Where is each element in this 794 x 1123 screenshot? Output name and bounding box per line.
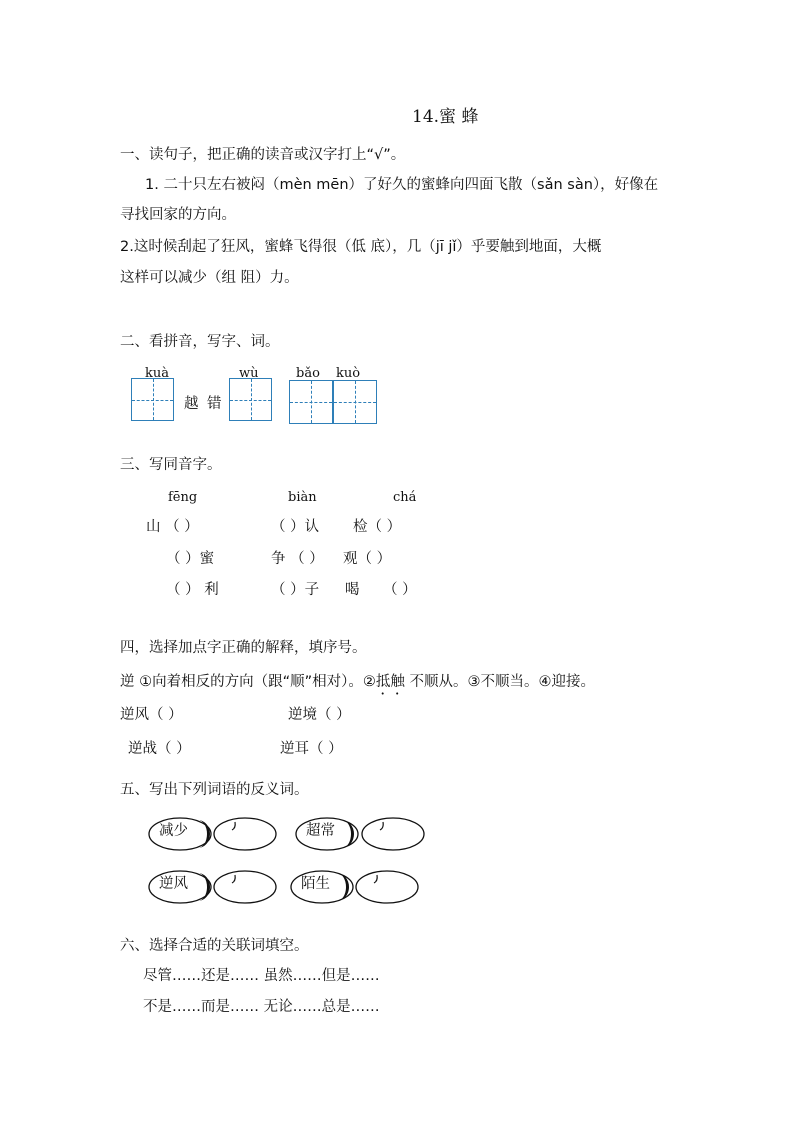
section1-sentence1-line2: 寻找回家的方向。 (120, 207, 236, 223)
section5-heading: 五、写出下列词语的反义词。 (120, 782, 309, 798)
section6-heading: 六、选择合适的关联词填空。 (120, 938, 309, 954)
word-yue: 越 (184, 396, 199, 412)
section3-heading: 三、写同音字。 (120, 457, 222, 473)
section1-sentence2-line2: 这样可以减少（组 阻）力。 (120, 270, 299, 286)
section4-heading: 四，选择加点字正确的解释，填序号。 (120, 640, 367, 656)
item-nier: 逆耳（ ） (280, 741, 343, 757)
homophone-r2c3: 观（ ） (343, 551, 392, 567)
section1-sentence1-line1: 1. 二十只左右被闷（mèn mēn）了好久的蜜蜂向四面飞散（sǎn sàn），好像在 (145, 177, 659, 193)
definition-text-b: 不顺从。③不顺当。④迎接。 (404, 674, 595, 690)
pinyin-bian: biàn (288, 490, 317, 505)
definition-dotted-word: 抵触 (375, 674, 405, 690)
homophone-r2c1: （ ）蜜 (166, 551, 215, 567)
pinyin-bao: bǎo (296, 366, 320, 381)
conjunction-row-2: 不是……而是…… 无论……总是…… (143, 999, 380, 1015)
homophone-r1c1: 山 （ ） (146, 519, 199, 535)
item-nifeng: 逆风（ ） (120, 707, 183, 723)
pinyin-kuo: kuò (336, 366, 361, 381)
antonym-word-moshang: 陌生 (301, 876, 330, 892)
page-title: 14.蜜 蜂 (412, 107, 479, 127)
antonym-word-nifeng: 逆风 (159, 876, 188, 892)
antonym-word-jianshao: 减少 (159, 823, 188, 839)
homophone-r3c2: （ ）子 (271, 582, 320, 598)
pinyin-kua: kuà (145, 366, 170, 381)
section1-sentence2-line1: 2.这时候刮起了狂风，蜜蜂飞得很（低 底），几（jī jǐ）乎要触到地面，大概 (120, 239, 602, 255)
item-nijing: 逆境（ ） (288, 707, 351, 723)
word-cuo: 错 (207, 396, 222, 412)
homophone-r1c3: 检（ ） (353, 519, 402, 535)
homophone-r3c4: （ ） (383, 582, 417, 598)
section1-heading: 一、读句子，把正确的读音或汉字打上“√”。 (120, 147, 406, 163)
homophone-r3c3: 喝 (345, 582, 360, 598)
pinyin-cha: chá (393, 490, 417, 505)
definition-char: 逆 (120, 674, 135, 690)
pinyin-feng: fēng (168, 490, 198, 505)
antonym-word-chaochang: 超常 (306, 823, 335, 839)
section2-heading: 二、看拼音，写字、词。 (120, 334, 280, 350)
pinyin-wu: wù (239, 366, 259, 381)
homophone-r3c1: （ ） 利 (166, 582, 219, 598)
homophone-r1c2: （ ）认 (271, 519, 320, 535)
definition-text-a: ①向着相反的方向（跟“顺”相对）。② (134, 674, 376, 690)
conjunction-row-1: 尽管……还是…… 虽然……但是…… (143, 968, 380, 984)
homophone-r2c2: 争 （ ） (271, 551, 324, 567)
item-nizhan: 逆战（ ） (128, 741, 191, 757)
